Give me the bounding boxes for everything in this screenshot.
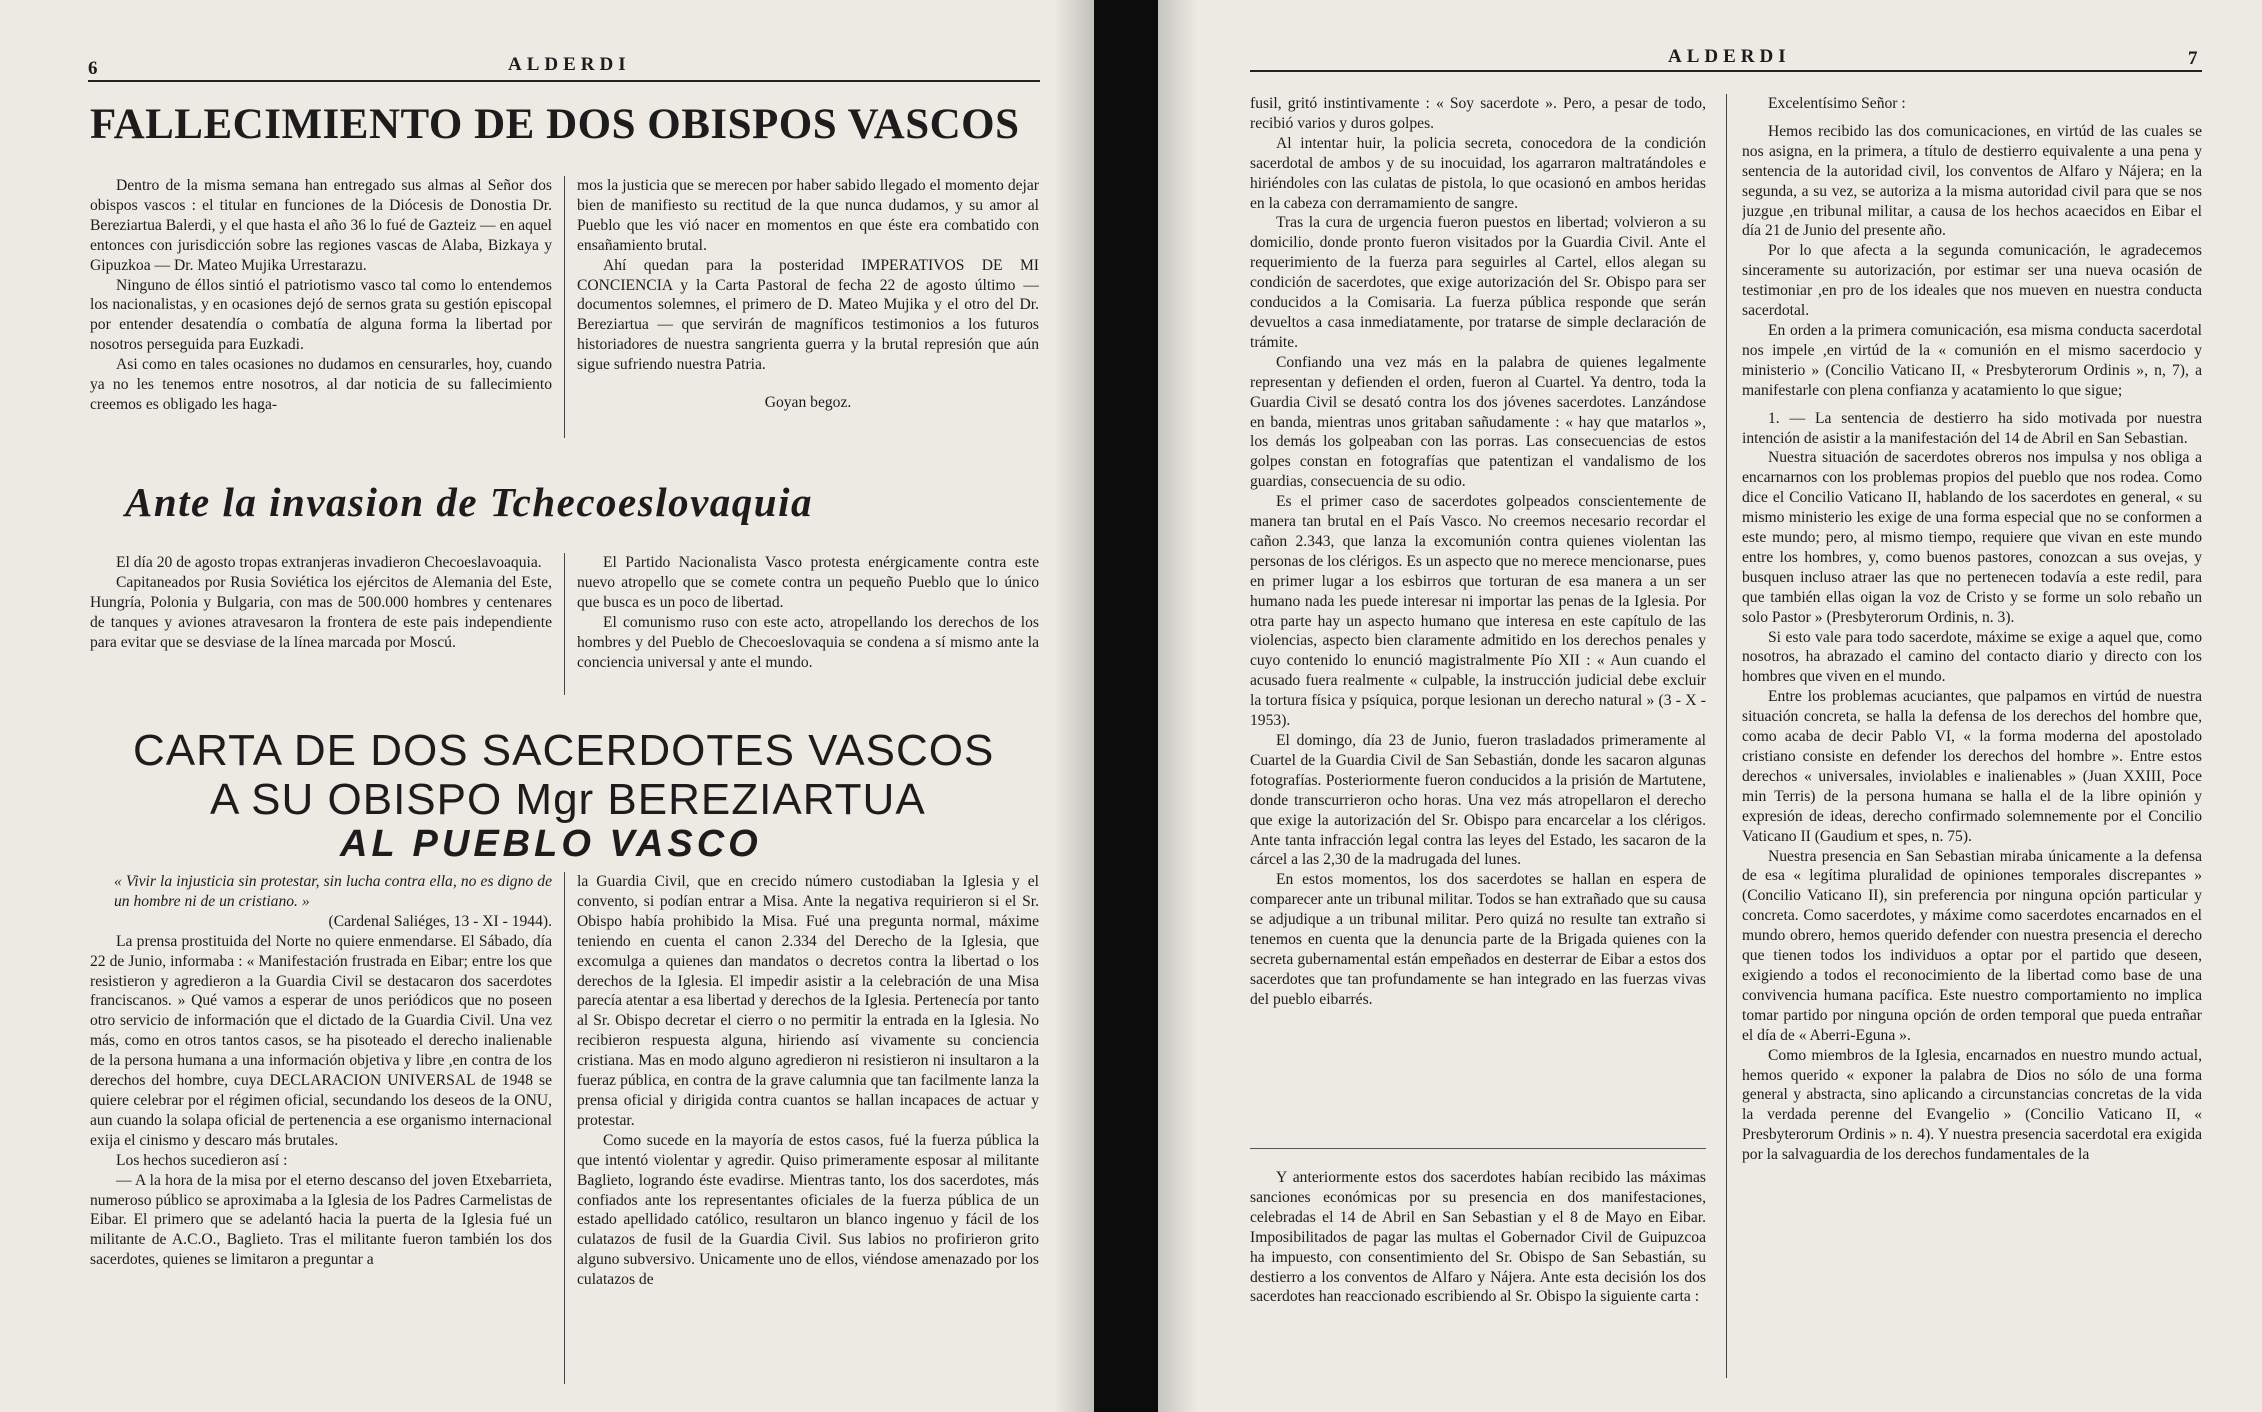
article-title-carta-line2: A SU OBISPO Mgr BEREZIARTUA: [210, 775, 926, 824]
paragraph: El día 20 de agosto tropas extranjeras invadieron Checoeslavoaquia.: [116, 554, 542, 571]
paragraph: Es el primer caso de sacerdotes golpeados conscientemente de manera tan brutal en el País Vasco. No creemos necesario recordar el cañon 2.343, que lanza la excomunión contra quienes violentan las personas de los clérigos. Es un aspecto que no merece mencionarse, pues en primer lugar a los esbirros que torturan de esa manera a un ser humano nada les puede interesar ni importar las penas de la Iglesia. Por otra parte hay un aspecto humano que interesa en este capítulo de las violencias, aspecto bien claramente admitido en los derechos penales y cuyo contenido lo enunció magistralmente Pío XII : « Aun cuando el acusado fuera realmente « culpable, la instrucción judicial debe excluir la tortura física y psíquica, porque lesionan un derecho natural » (3 - X - 1953).: [1250, 493, 1706, 730]
column-divider: [564, 553, 565, 695]
right-col2: [1742, 94, 2202, 1390]
right-gutter-shadow: [1158, 0, 1198, 1412]
page-number-left: 6: [88, 58, 98, 79]
running-head-left: ALDERDI: [508, 54, 631, 75]
left-gutter-shadow: [1054, 0, 1094, 1412]
paragraph: Nuestra situación de sacerdotes obreros nos impulsa y nos obliga a encarnarnos con los problemas propios del pueblo que nos rodea. Como dice el Concilio Vaticano II, hablando de los sacerdotes en general, « su mismo ministerio les exige de una forma especial que no se conformen a este mundo; pero, al mismo tiempo, requiere que vivan en este mundo entre los hombres, y, como buenos pastores, conozcan a sus ovejas, y busquen incluso atraer las que no pertenecen todavía a este redil, para que también ellas oigan la voz de Cristo y se forme un solo rebaño un solo Pastor » (Presbyterorum Ordinis, n. 3).: [1742, 449, 2202, 626]
paragraph: — A la hora de la misa por el eterno descanso del joven Etxebarrieta, numeroso público se aproximaba a la Iglesia de los Padres Carmelistas de Eibar. El primero que se adelantó hacia la puerta de la Iglesia fué un militante de A.C.O., Baglieto. Tras el militante fueron también los dos sacerdotes, quienes se limitaron a preguntar a: [90, 1171, 552, 1269]
paragraph: Asi como en tales ocasiones no dudamos en censurarles, hoy, cuando ya no les tenemos entre nosotros, al dar noticia de su fallecimiento creemos es obligado les haga-: [90, 356, 552, 413]
paragraph: Por lo que afecta a la segunda comunicación, le agradecemos sinceramente su autorización, por estimar ser una nueva ocasión de testimoniar ,en pro de los ideales que nos mueven en nuestra conducta sacerdotal.: [1742, 242, 2202, 320]
signature: Goyan begoz.: [764, 394, 852, 412]
paragraph: En estos momentos, los dos sacerdotes se hallan en espera de comparecer ante un tribunal militar. Todos se han extrañado que su causa se adjudique a un tribunal militar. Pero quizá no resulte tan extraño si tenemos en cuenta que la denuncia parte de la Brigada quienes con la secreta gubernamental están empeñados en desterrar de Eibar a estos dos sacerdotes que tan profundamente se han integrado en las fuerzas vivas del pueblo eibarrés.: [1250, 871, 1706, 1008]
article-subtitle-pueblo-vasco: AL PUEBLO VASCO: [340, 823, 762, 865]
column-divider: [564, 872, 565, 1384]
article-invasion-col2: [577, 553, 1039, 698]
paragraph: Tras la cura de urgencia fueron puestos en libertad; volvieron a su domicilio, donde pronto fueron visitados por la Guardia Civil. Ante el requerimiento de la fuerza para seguirles al Cartel, ellos alegan su condición de sacerdotes, que exige autorización del Sr. Obispo para ser conducidos a la Comisaria. La fuerza pública responde que serán devueltos a casa inmediatamente, por tratarse de simple declaración de trámite.: [1250, 214, 1706, 351]
article-title-carta-line1: CARTA DE DOS SACERDOTES VASCOS: [133, 726, 995, 775]
paragraph: Ahí quedan para la posteridad IMPERATIVOS DE MI CONCIENCIA y la Carta Pastoral de fecha 22 de agosto último — documentos solemnes, el primero de D. Mateo Mujika y el otro del Dr. Bereziartua — que servirán de magníficos testimonios a los futuros historiadores de nuestra sangrienta guerra y la brutal represión que aún sigue sufriendo nuestra Patria.: [577, 256, 1039, 374]
running-head-right: ALDERDI: [1668, 46, 1791, 67]
paragraph: la Guardia Civil, que en crecido número custodiaban la Iglesia y el convento, si podían entrar a Misa. Ante la negativa requirieron si el Sr. Obispo había prohibido la Misa. Fué una pregunta normal, máxime teniendo en cuenta el canon 2.334 del Derecho de la Iglesia, que excomulga a quienes dan mandatos o decretos contra la libertad o los derechos de la Iglesia. El impedir asistir a la celebración de una Misa parecía atentar a esa libertad y derechos de la Iglesia. Pertenecía por tanto al Sr. Obispo decretar el cierro o no permitir la entrada en la Iglesia. No recibieron respuesta alguna, hiriendo así vivamente su conciencia cristiana. Mas en modo alguno agredieron ni resistieron ni insultaron a la fueraz pública, en contra de la grave calumnia que tan facilmente lanza la prensa oficial y dirigida contra cuantos se hallan incapaces de actuar y protestar.: [577, 873, 1039, 1129]
paragraph: El domingo, día 23 de Junio, fueron trasladados primeramente al Cuartel de la Guardia Civil de San Sebastián, donde les sacaron algunas fotografías. Posteriormente fueron conducidos a la prisión de Martutene, donde transcurrieron ocho horas. Una vez más atropellaron el derecho que exige la autorización del Sr. Obispo para encarcelar a los clérigos. Ante tanta infracción legal contra las leyes del Estado, les sacaron de la cárcel a las 2,30 de la madrugada del lunes.: [1250, 732, 1706, 869]
paragraph: fusil, gritó instintivamente : « Soy sacerdote ». Pero, a pesar de todo, recibió varios y duros golpes.: [1250, 95, 1706, 132]
article-invasion-col1: [90, 553, 552, 698]
section-separator: [1250, 1148, 1706, 1149]
epigraph-source: (Cardenal Saliéges, 13 - XI - 1944).: [328, 912, 552, 930]
article-obispos-col1: [90, 176, 552, 446]
left-page: [0, 0, 1094, 1412]
paragraph: Nuestra presencia en San Sebastian miraba únicamente a la defensa de esa « legítima pluralidad de opiniones temporales discrepantes » (Concilio Vaticano II), sin preferencia por ninguna opción particular y concreta. Como sacerdotes, y máxime como sacerdotes encarnados en el mundo obrero, hemos querido defender con nuestra presencia el derecho que tienen todos los individuos a optar por el partido que deseen, exigiendo a todos el reconocimiento de la libertad como base de una convivencia humana pacífica. Este nuestro comportamiento no implica tomar partido por ninguna opción de orden temporal que pueda entrañar el día de « Aberri-Eguna ».: [1742, 847, 2202, 1044]
header-rule-right: [1250, 70, 2202, 72]
article-obispos-col2: [577, 176, 1039, 446]
article-carta-col2: [577, 872, 1039, 1392]
paragraph: Como sucede en la mayoría de estos casos, fué la fuerza pública la que intentó violentar y agredir. Quiso primeramente esposar al militante Baglieto, logrando éste evadirse. Mientras tanto, los dos sacerdotes, más confiados ante los representantes oficiales de la fuerza pública de un estado apellidado católico, resultaron un blanco ingenuo y fácil de los culatazos de fusil de la Guardia Civil. Sus labios no profirieron grito alguno subversivo. Unicamente uno de ellos, viéndose amenazado por los culatazos de: [577, 1131, 1039, 1289]
paragraph: Entre los problemas acuciantes, que palpamos en virtúd de nuestra situación concreta, se halla la defensa de los derechos del hombre que, como acaba de decir Pablo VI, « la forma moderna del apostolado cristiano consiste en defender los derechos del hombre ». Entre estos derechos « universales, inviolables e inalienables » (Juan XXIII, Poce min Terris) de la persona humana se halla el de la libre opinión y expresión de ideas, derecho confirmado solemnemente por el Concilio Vaticano II (Gaudium et spes, n. 75).: [1742, 688, 2202, 845]
paragraph: mos la justicia que se merecen por haber sabido llegado el momento dejar bien de manifiesto su rectitud de la que nunca dudamos, y su amor al Pueblo que les vió nacer en momentos en que éste era combatido con ensañamiento brutal.: [577, 177, 1039, 254]
paragraph: Hemos recibido las dos comunicaciones, en virtúd de las cuales se nos asigna, en la primera, a título de destierro equivalente a una pena y sentencia de la autoridad civil, los conventos de Alfaro y Nájera; en la segunda, a su vez, se autoriza a la misma autoridad civil para que se nos juzgue ,en tribunal militar, a causa de los hechos acaecidos en Eibar el día 21 de Junio del presente año.: [1742, 122, 2202, 240]
header-rule-left: [88, 80, 1040, 82]
right-col1-bottom: [1250, 1168, 1706, 1378]
page-number-right: 7: [2188, 48, 2198, 69]
paragraph: Los hechos sucedieron así :: [116, 1151, 288, 1169]
column-divider: [564, 176, 565, 438]
paragraph: Como miembros de la Iglesia, encarnados en nuestro mundo actual, hemos querido « exponer la palabra de Dios no sólo de una forma general y abstracta, sino aplicando a circunstancias concretas de la vida la verdada perenne del Evangelio » (Concilio Vaticano II, « Presbyterorum Ordinis » n. 4). Y nuestra presencia sacerdotal era exigida por la salvaguardia de los derechos fundamentales de la: [1742, 1046, 2202, 1164]
paragraph: 1. — La sentencia de destierro ha sido motivada por nuestra intención de asistir a la manifestación del 14 de Abril en San Sebastian.: [1742, 409, 2202, 447]
paragraph: Capitaneados por Rusia Soviética los ejércitos de Alemania del Este, Hungría, Polonia y Bulgaria, con mas de 500.000 hombres y centenares de tanques y aviones atravesaron la frontera de este pais independiente para evitar que se desviase de la línea marcada por Moscú.: [90, 573, 552, 651]
article-carta-col1: [90, 872, 552, 1392]
epigraph-quote: « Vivir la injusticia sin protestar, sin lucha contra ella, no es digno de un hombre ni de un cristiano. »: [114, 873, 552, 910]
paragraph: Si esto vale para todo sacerdote, máxime se exige a aquel que, como nosotros, ha abrazado el camino del contacto diario y directo con los hombres que viven en el mundo.: [1742, 628, 2202, 686]
right-col1-top: [1250, 94, 1706, 1134]
article-title-tchecoeslovaquia: Ante la invasion de Tchecoeslovaquia: [125, 479, 813, 525]
column-divider: [1726, 94, 1727, 1378]
right-page: [1158, 0, 2262, 1412]
paragraph: En orden a la primera comunicación, esa misma conducta sacerdotal nos impele ,en virtúd de la « comunión en el mismo sacerdocio y ministerio » (Concilio Vaticano II, « Presbyterorum Ordinis », n, 7), a manifestarle con plena confianza y acatamiento lo que sigue;: [1742, 321, 2202, 399]
paragraph: Dentro de la misma semana han entregado sus almas al Señor dos obispos vascos : el titular en funciones de la Diócesis de Donostia Dr. Bereziartua Balerdi, y el que hasta el año 36 lo fué de Gazteiz — en aquel entonces con jurisdicción sobre las regiones vascas de Alaba, Bizkaya y Gipuzkoa — Dr. Mateo Mujika Urrestarazu.: [90, 177, 552, 274]
paragraph: El comunismo ruso con este acto, atropellando los derechos de los hombres y del Pueblo de Checoeslovaquia se condena a sí mismo ante la conciencia universal y ante el mundo.: [577, 613, 1039, 671]
paragraph: Al intentar huir, la policia secreta, conocedora de la condición sacerdotal de ambos y de su inocuidad, los agarraron maltratándoles e hiriéndoles con las culatas de pistola, lo que ocasionó en ambos heridas en la cabeza con derramamiento de sangre.: [1250, 134, 1706, 212]
paragraph: Ninguno de éllos sintió el patriotismo vasco tal como lo entendemos los nacionalistas, y en ocasiones dejó de sernos grata su gestión episcopal por entender desatendía o combatía de alguna forma la libertad por nosotros perseguida para Euzkadi.: [90, 276, 552, 354]
paragraph: La prensa prostituida del Norte no quiere enmendarse. El Sábado, día 22 de Junio, informaba : « Manifestación frustrada en Eibar; entre los que resistieron y agredieron a la Guardia Civil se destacaron dos sacerdotes franciscanos. » Qué vamos a esperar de unos periódicos que no poseen otro servicio de información que el dictado de la Guardia Civil. Una vez más, como en otros tantos casos, se ha pisoteado el derecho inalienable de la persona humana a una información objetiva y libre ,en contra de los derechos del hombre, cuya DECLARACION UNIVERSAL de 1948 se quiere celebrar por el régimen oficial, secundando los deseos de la ONU, aun cuando la solapa oficial de pertenencia a ese organismo internacional exija el cinismo y descaro más brutales.: [90, 932, 552, 1149]
letter-salutation: Excelentísimo Señor :: [1768, 95, 1906, 112]
paragraph: Y anteriormente estos dos sacerdotes habían recibido las máximas sanciones económicas por su presencia en dos manifestaciones, celebradas el 14 de Abril en San Sebastian y el 8 de Mayo en Eibar. Imposibilitados de pagar las multas el Gobernador Civil de Guipuzcoa ha impuesto, con consentimiento del Sr. Obispo de San Sebastián, su destierro a los conventos de Alfaro y Nájera. Ante esta decisión los dos sacerdotes han reaccionado escribiendo al Sr. Obispo la siguiente carta :: [1250, 1169, 1706, 1306]
paragraph: El Partido Nacionalista Vasco protesta enérgicamente contra este nuevo atropello que se comete contra un pequeño Pueblo que lo único que busca es un poco de libertad.: [577, 554, 1039, 611]
article-title-obispos: FALLECIMIENTO DE DOS OBISPOS VASCOS: [90, 101, 1020, 148]
paragraph: Confiando una vez más en la palabra de quienes legalmente representan y defienden el orden, fueron al Cuartel. Ya dentro, toda la Guardia Civil se desató contra los dos jóvenes sacerdotes. Lanzándose en banda, mientras unos gritaban sañudamente : « hay que matarlos », los demás los golpeaban con las porras. Las consecuencias de estos golpes constan en fotografías que patentizan el vandalismo de los guardias, consecuencia de su odio.: [1250, 353, 1706, 491]
